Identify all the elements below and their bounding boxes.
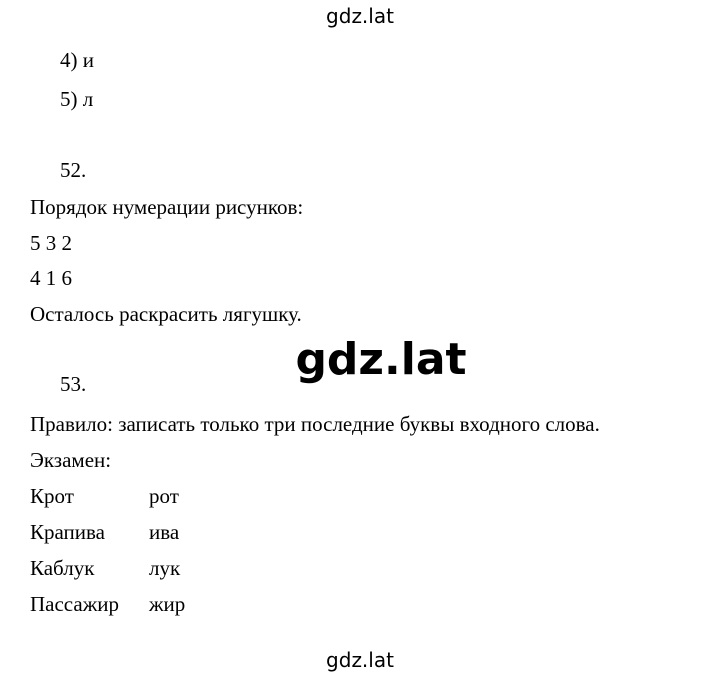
task-52-heading: Порядок нумерации рисунков: <box>30 195 304 219</box>
task-52-row-1: 5 3 2 <box>30 231 72 255</box>
watermark-bottom: gdz.lat <box>326 648 394 672</box>
exam-input-word: Крапива <box>30 520 105 544</box>
exam-output-word: жир <box>149 592 186 616</box>
task-53-exam-label: Экзамен: <box>30 448 112 472</box>
answer-item-4: 4) и <box>60 48 94 72</box>
exam-input-word: Крот <box>30 484 74 508</box>
watermark-middle: gdz.lat <box>295 334 467 385</box>
task-53-rule: Правило: записать только три последние буквы входного слова. <box>30 412 600 436</box>
answer-item-5: 5) л <box>60 87 94 111</box>
watermark-top: gdz.lat <box>326 4 394 28</box>
task-52-number: 52. <box>60 158 87 182</box>
exam-output-word: ива <box>149 520 180 544</box>
exam-output-word: лук <box>149 556 181 580</box>
exam-input-word: Пассажир <box>30 592 119 616</box>
task-52-note: Осталось раскрасить лягушку. <box>30 302 302 326</box>
exam-input-word: Каблук <box>30 556 95 580</box>
exam-output-word: рот <box>149 484 179 508</box>
task-53-number: 53. <box>60 372 87 396</box>
task-52-row-2: 4 1 6 <box>30 266 72 290</box>
